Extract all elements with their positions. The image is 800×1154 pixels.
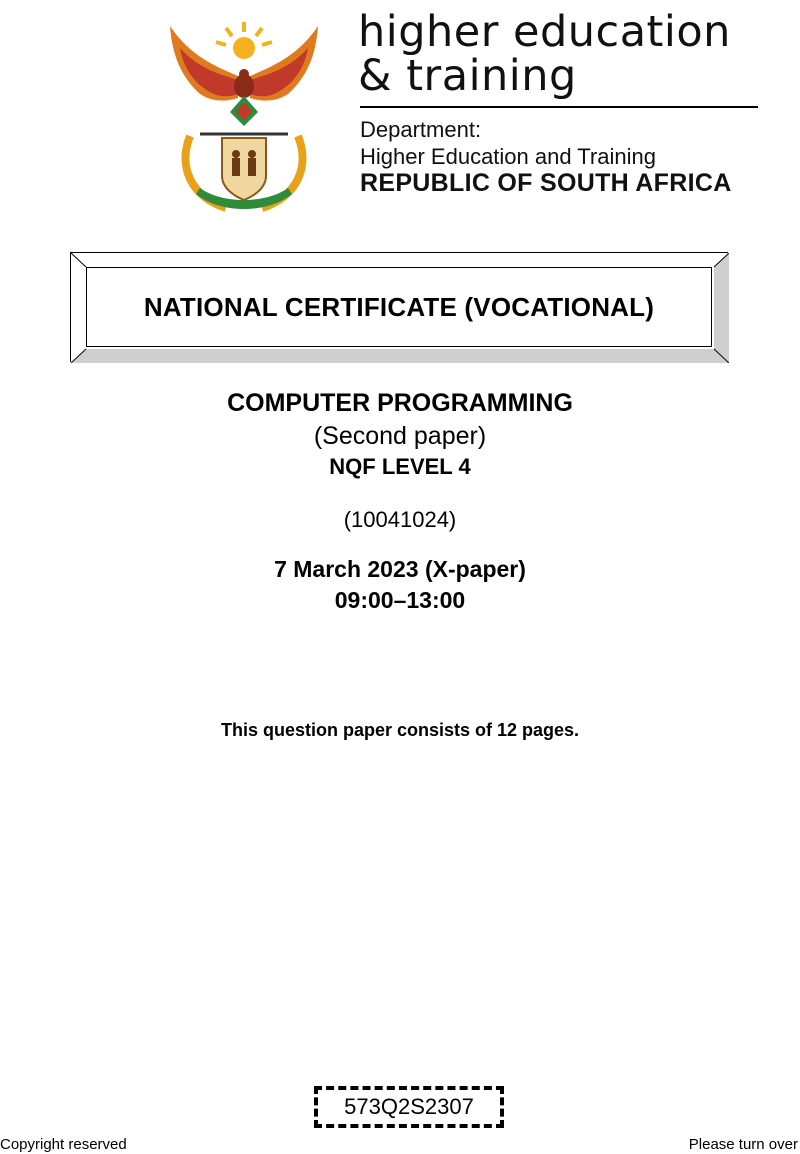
nqf-level: NQF LEVEL 4 bbox=[329, 454, 471, 479]
exam-date: 7 March 2023 (X-paper) bbox=[274, 556, 526, 582]
certificate-title-box bbox=[70, 252, 728, 362]
department-name: Higher Education and Training bbox=[360, 144, 656, 169]
brand-title-line1: higher education bbox=[358, 7, 731, 57]
page-count-note: This question paper consists of 12 pages. bbox=[220, 720, 580, 740]
brand-divider bbox=[360, 106, 758, 108]
department-brand bbox=[358, 7, 763, 197]
department-details bbox=[360, 116, 732, 197]
reference-code-text: 573Q2S2307 bbox=[344, 1094, 474, 1119]
department-label: Department: bbox=[360, 117, 482, 142]
subject-code: (10041024) bbox=[343, 507, 457, 532]
sun-icon bbox=[216, 22, 272, 59]
subject-title: COMPUTER PROGRAMMING bbox=[227, 389, 573, 417]
country-name: REPUBLIC OF SOUTH AFRICA bbox=[360, 169, 732, 197]
coat-of-arms-logo bbox=[160, 16, 328, 216]
brand-title-line2: & training bbox=[358, 51, 577, 101]
certificate-title: NATIONAL CERTIFICATE (VOCATIONAL) bbox=[143, 291, 655, 322]
copyright-note: Copyright reserved bbox=[0, 1136, 127, 1153]
certificate-title-inner bbox=[86, 267, 712, 347]
turn-over-note: Please turn over bbox=[688, 1136, 798, 1153]
paper-number: (Second paper) bbox=[313, 422, 487, 450]
exam-time: 09:00–13:00 bbox=[334, 587, 466, 613]
paper-reference-code bbox=[314, 1086, 504, 1128]
